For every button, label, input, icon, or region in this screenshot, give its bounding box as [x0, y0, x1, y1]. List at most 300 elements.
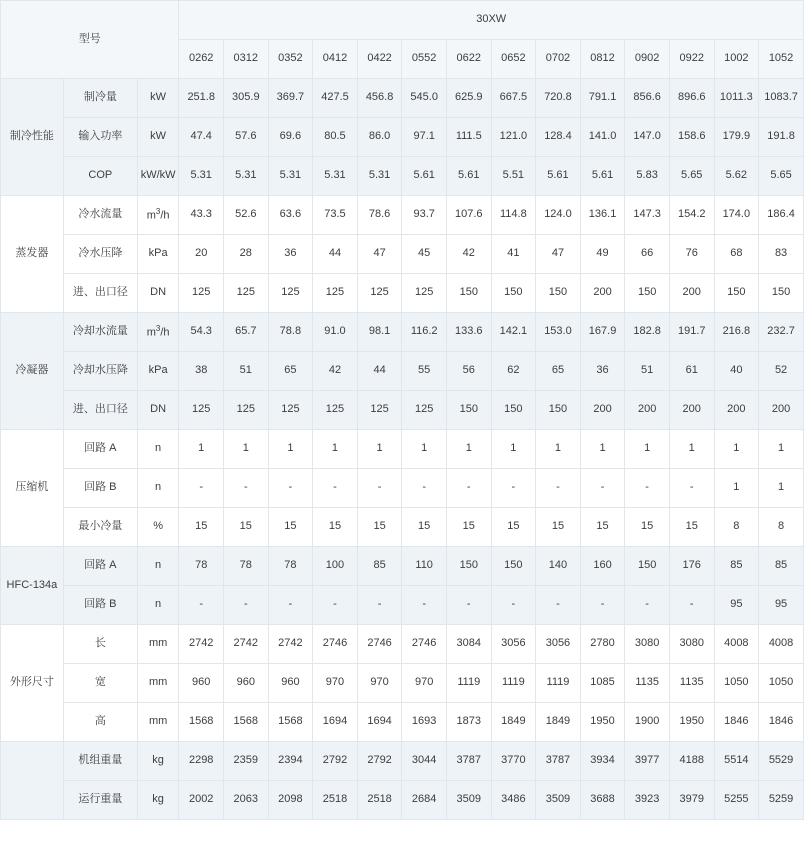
- model-code-header: 0412: [313, 40, 358, 79]
- data-cell: 3977: [625, 742, 670, 781]
- model-code-header: 0622: [446, 40, 491, 79]
- data-cell: -: [268, 469, 313, 508]
- data-cell: 41: [491, 235, 536, 274]
- data-cell: 28: [224, 235, 269, 274]
- data-cell: 2684: [402, 781, 447, 820]
- data-cell: -: [179, 469, 224, 508]
- data-cell: 125: [313, 391, 358, 430]
- model-code-header: 0352: [268, 40, 313, 79]
- data-cell: -: [357, 469, 402, 508]
- data-cell: 5.65: [759, 157, 804, 196]
- table-row: [1, 391, 804, 430]
- unit-label: mm: [137, 625, 179, 664]
- data-cell: 5.31: [313, 157, 358, 196]
- data-cell: 140: [536, 547, 581, 586]
- model-code-header: 0422: [357, 40, 402, 79]
- data-cell: 1900: [625, 703, 670, 742]
- data-cell: 20: [179, 235, 224, 274]
- data-cell: 5.65: [669, 157, 714, 196]
- data-cell: 1: [224, 430, 269, 469]
- data-cell: 5.31: [224, 157, 269, 196]
- data-cell: 111.5: [446, 118, 491, 157]
- data-cell: -: [179, 586, 224, 625]
- data-cell: 142.1: [491, 313, 536, 352]
- data-cell: 3787: [536, 742, 581, 781]
- data-cell: 36: [580, 352, 625, 391]
- unit-label: %: [137, 508, 179, 547]
- data-cell: 1950: [580, 703, 625, 742]
- data-cell: 625.9: [446, 79, 491, 118]
- data-cell: 200: [759, 391, 804, 430]
- data-cell: 1846: [759, 703, 804, 742]
- data-cell: 150: [536, 274, 581, 313]
- row-group-label: 冷凝器: [1, 313, 64, 430]
- data-cell: 78: [224, 547, 269, 586]
- data-cell: 5529: [759, 742, 804, 781]
- unit-label: n: [137, 430, 179, 469]
- data-cell: -: [580, 586, 625, 625]
- data-cell: 147.3: [625, 196, 670, 235]
- data-cell: 150: [536, 391, 581, 430]
- data-cell: 116.2: [402, 313, 447, 352]
- data-cell: -: [313, 586, 358, 625]
- data-cell: 960: [268, 664, 313, 703]
- data-cell: 158.6: [669, 118, 714, 157]
- model-label: 型号: [1, 1, 179, 79]
- table-row: [1, 703, 804, 742]
- data-cell: 427.5: [313, 79, 358, 118]
- series-label: 30XW: [179, 1, 804, 40]
- data-cell: 66: [625, 235, 670, 274]
- data-cell: 8: [759, 508, 804, 547]
- data-cell: 150: [491, 547, 536, 586]
- data-cell: 153.0: [536, 313, 581, 352]
- data-cell: 1: [491, 430, 536, 469]
- data-cell: 47.4: [179, 118, 224, 157]
- data-cell: 970: [357, 664, 402, 703]
- data-cell: 369.7: [268, 79, 313, 118]
- data-cell: -: [357, 586, 402, 625]
- data-cell: 5259: [759, 781, 804, 820]
- data-cell: 5.61: [536, 157, 581, 196]
- data-cell: 76: [669, 235, 714, 274]
- data-cell: 200: [714, 391, 759, 430]
- data-cell: 141.0: [580, 118, 625, 157]
- data-cell: 200: [580, 274, 625, 313]
- data-cell: 305.9: [224, 79, 269, 118]
- data-cell: 5.61: [402, 157, 447, 196]
- data-cell: 150: [714, 274, 759, 313]
- data-cell: 85: [357, 547, 402, 586]
- data-cell: 232.7: [759, 313, 804, 352]
- data-cell: -: [625, 586, 670, 625]
- data-cell: 100: [313, 547, 358, 586]
- unit-label: kPa: [137, 235, 179, 274]
- data-cell: 1011.3: [714, 79, 759, 118]
- data-cell: -: [625, 469, 670, 508]
- data-cell: 174.0: [714, 196, 759, 235]
- data-cell: 44: [313, 235, 358, 274]
- table-row: [1, 79, 804, 118]
- data-cell: 43.3: [179, 196, 224, 235]
- data-cell: 15: [446, 508, 491, 547]
- data-cell: 1: [536, 430, 581, 469]
- data-cell: 3509: [536, 781, 581, 820]
- unit-label: n: [137, 547, 179, 586]
- data-cell: 2746: [402, 625, 447, 664]
- parameter-label: 冷水压降: [63, 235, 137, 274]
- data-cell: 78.8: [268, 313, 313, 352]
- data-cell: 176: [669, 547, 714, 586]
- data-cell: -: [224, 469, 269, 508]
- parameter-label: 冷水流量: [63, 196, 137, 235]
- data-cell: 856.6: [625, 79, 670, 118]
- data-cell: 136.1: [580, 196, 625, 235]
- data-cell: 456.8: [357, 79, 402, 118]
- table-row: [1, 586, 804, 625]
- data-cell: 86.0: [357, 118, 402, 157]
- parameter-label: 回路 A: [63, 547, 137, 586]
- data-cell: -: [491, 586, 536, 625]
- data-cell: 1: [313, 430, 358, 469]
- data-cell: 2792: [357, 742, 402, 781]
- unit-label: DN: [137, 391, 179, 430]
- data-cell: 200: [669, 274, 714, 313]
- data-cell: 1568: [268, 703, 313, 742]
- data-cell: 93.7: [402, 196, 447, 235]
- parameter-label: 回路 B: [63, 469, 137, 508]
- data-cell: 4008: [714, 625, 759, 664]
- row-group-label: 外形尺寸: [1, 625, 64, 742]
- data-cell: -: [491, 469, 536, 508]
- data-cell: 15: [357, 508, 402, 547]
- data-cell: 1: [759, 469, 804, 508]
- data-cell: 2746: [357, 625, 402, 664]
- data-cell: 1083.7: [759, 79, 804, 118]
- parameter-label: 最小冷量: [63, 508, 137, 547]
- data-cell: -: [446, 586, 491, 625]
- parameter-label: 回路 B: [63, 586, 137, 625]
- data-cell: 150: [491, 391, 536, 430]
- table-row: [1, 508, 804, 547]
- data-cell: 2359: [224, 742, 269, 781]
- table-row: [1, 196, 804, 235]
- data-cell: 2742: [268, 625, 313, 664]
- data-cell: -: [402, 469, 447, 508]
- data-cell: 125: [179, 391, 224, 430]
- data-cell: 3509: [446, 781, 491, 820]
- data-cell: 65.7: [224, 313, 269, 352]
- table-row: [1, 742, 804, 781]
- data-cell: 970: [313, 664, 358, 703]
- data-cell: 124.0: [536, 196, 581, 235]
- data-cell: 15: [402, 508, 447, 547]
- table-header: [1, 1, 804, 79]
- data-cell: 97.1: [402, 118, 447, 157]
- data-cell: 2742: [179, 625, 224, 664]
- table-row: [1, 118, 804, 157]
- data-cell: 8: [714, 508, 759, 547]
- table-row: [1, 235, 804, 274]
- data-cell: 147.0: [625, 118, 670, 157]
- data-cell: 1694: [313, 703, 358, 742]
- data-cell: 49: [580, 235, 625, 274]
- data-cell: 1846: [714, 703, 759, 742]
- data-cell: 15: [224, 508, 269, 547]
- data-cell: 2298: [179, 742, 224, 781]
- table-row: [1, 781, 804, 820]
- data-cell: 5255: [714, 781, 759, 820]
- data-cell: 85: [759, 547, 804, 586]
- data-cell: 3044: [402, 742, 447, 781]
- data-cell: 1119: [491, 664, 536, 703]
- data-cell: 2063: [224, 781, 269, 820]
- data-cell: 125: [224, 274, 269, 313]
- data-cell: -: [580, 469, 625, 508]
- parameter-label: 高: [63, 703, 137, 742]
- data-cell: 1568: [179, 703, 224, 742]
- data-cell: 5.61: [580, 157, 625, 196]
- unit-label: kW: [137, 79, 179, 118]
- table-row: [1, 664, 804, 703]
- data-cell: 51: [625, 352, 670, 391]
- unit-label: n: [137, 469, 179, 508]
- data-cell: 2792: [313, 742, 358, 781]
- table-row: [1, 274, 804, 313]
- unit-label: kg: [137, 742, 179, 781]
- data-cell: 15: [268, 508, 313, 547]
- model-code-header: 0922: [669, 40, 714, 79]
- data-cell: 5.31: [179, 157, 224, 196]
- data-cell: 107.6: [446, 196, 491, 235]
- data-cell: 125: [179, 274, 224, 313]
- data-cell: 150: [446, 274, 491, 313]
- data-cell: 125: [268, 274, 313, 313]
- data-cell: 1849: [491, 703, 536, 742]
- data-cell: 1: [580, 430, 625, 469]
- data-cell: 667.5: [491, 79, 536, 118]
- data-cell: 191.7: [669, 313, 714, 352]
- data-cell: 1849: [536, 703, 581, 742]
- data-cell: 57.6: [224, 118, 269, 157]
- data-cell: 15: [491, 508, 536, 547]
- data-cell: 3688: [580, 781, 625, 820]
- data-cell: 160: [580, 547, 625, 586]
- table-body: [1, 79, 804, 820]
- data-cell: 200: [669, 391, 714, 430]
- data-cell: 200: [580, 391, 625, 430]
- data-cell: 791.1: [580, 79, 625, 118]
- model-code-header: 0312: [224, 40, 269, 79]
- data-cell: 179.9: [714, 118, 759, 157]
- row-group-label: 蒸发器: [1, 196, 64, 313]
- data-cell: 1135: [625, 664, 670, 703]
- model-code-header: 0902: [625, 40, 670, 79]
- data-cell: 896.6: [669, 79, 714, 118]
- data-cell: 40: [714, 352, 759, 391]
- data-cell: 154.2: [669, 196, 714, 235]
- data-cell: 1: [759, 430, 804, 469]
- data-cell: 125: [402, 391, 447, 430]
- data-cell: 4008: [759, 625, 804, 664]
- data-cell: 78: [179, 547, 224, 586]
- data-cell: -: [669, 469, 714, 508]
- data-cell: 2746: [313, 625, 358, 664]
- unit-label: mm: [137, 703, 179, 742]
- table-row: [1, 547, 804, 586]
- model-code-header: 0552: [402, 40, 447, 79]
- data-cell: 1119: [536, 664, 581, 703]
- data-cell: 4188: [669, 742, 714, 781]
- data-cell: 125: [357, 391, 402, 430]
- data-cell: 42: [446, 235, 491, 274]
- data-cell: 960: [224, 664, 269, 703]
- data-cell: -: [536, 469, 581, 508]
- data-cell: 2098: [268, 781, 313, 820]
- data-cell: 150: [491, 274, 536, 313]
- data-cell: 47: [357, 235, 402, 274]
- data-cell: 52: [759, 352, 804, 391]
- model-code-header: 0652: [491, 40, 536, 79]
- data-cell: 15: [313, 508, 358, 547]
- data-cell: 1950: [669, 703, 714, 742]
- data-cell: 186.4: [759, 196, 804, 235]
- data-cell: 44: [357, 352, 402, 391]
- data-cell: 51: [224, 352, 269, 391]
- data-cell: 2780: [580, 625, 625, 664]
- data-cell: 150: [625, 547, 670, 586]
- data-cell: 125: [357, 274, 402, 313]
- data-cell: 95: [759, 586, 804, 625]
- data-cell: 36: [268, 235, 313, 274]
- data-cell: 3787: [446, 742, 491, 781]
- unit-label: kg: [137, 781, 179, 820]
- data-cell: 3056: [491, 625, 536, 664]
- data-cell: 3934: [580, 742, 625, 781]
- data-cell: 182.8: [625, 313, 670, 352]
- data-cell: 114.8: [491, 196, 536, 235]
- unit-label: DN: [137, 274, 179, 313]
- data-cell: 1050: [714, 664, 759, 703]
- data-cell: 56: [446, 352, 491, 391]
- data-cell: 960: [179, 664, 224, 703]
- data-cell: 42: [313, 352, 358, 391]
- data-cell: 200: [625, 391, 670, 430]
- data-cell: 1: [714, 469, 759, 508]
- data-cell: 15: [179, 508, 224, 547]
- data-cell: 1873: [446, 703, 491, 742]
- unit-label: mm: [137, 664, 179, 703]
- data-cell: 78.6: [357, 196, 402, 235]
- data-cell: 62: [491, 352, 536, 391]
- data-cell: 1694: [357, 703, 402, 742]
- unit-label: kPa: [137, 352, 179, 391]
- data-cell: -: [446, 469, 491, 508]
- parameter-label: 回路 A: [63, 430, 137, 469]
- data-cell: 73.5: [313, 196, 358, 235]
- data-cell: 95: [714, 586, 759, 625]
- row-group-label: 制冷性能: [1, 79, 64, 196]
- data-cell: 2518: [357, 781, 402, 820]
- data-cell: 45: [402, 235, 447, 274]
- table-row: [1, 625, 804, 664]
- data-cell: 1: [357, 430, 402, 469]
- data-cell: 68: [714, 235, 759, 274]
- data-cell: 1: [669, 430, 714, 469]
- data-cell: 2394: [268, 742, 313, 781]
- data-cell: 1135: [669, 664, 714, 703]
- data-cell: 3923: [625, 781, 670, 820]
- data-cell: 80.5: [313, 118, 358, 157]
- data-cell: 3486: [491, 781, 536, 820]
- data-cell: 150: [446, 391, 491, 430]
- parameter-label: 冷却水压降: [63, 352, 137, 391]
- data-cell: 125: [268, 391, 313, 430]
- data-cell: 3080: [625, 625, 670, 664]
- data-cell: 216.8: [714, 313, 759, 352]
- data-cell: 91.0: [313, 313, 358, 352]
- data-cell: 2002: [179, 781, 224, 820]
- data-cell: -: [669, 586, 714, 625]
- data-cell: 15: [669, 508, 714, 547]
- parameter-label: 机组重量: [63, 742, 137, 781]
- model-code-header: 0812: [580, 40, 625, 79]
- header-row-model: [1, 1, 804, 40]
- data-cell: 5.83: [625, 157, 670, 196]
- data-cell: 2518: [313, 781, 358, 820]
- row-group-label: [1, 742, 64, 820]
- parameter-label: 长: [63, 625, 137, 664]
- unit-label: kW/kW: [137, 157, 179, 196]
- data-cell: 54.3: [179, 313, 224, 352]
- data-cell: 83: [759, 235, 804, 274]
- table-row: [1, 313, 804, 352]
- data-cell: 98.1: [357, 313, 402, 352]
- data-cell: 5.31: [357, 157, 402, 196]
- data-cell: 128.4: [536, 118, 581, 157]
- row-group-label: 压缩机: [1, 430, 64, 547]
- data-cell: -: [313, 469, 358, 508]
- data-cell: 65: [268, 352, 313, 391]
- data-cell: 5.61: [446, 157, 491, 196]
- data-cell: 121.0: [491, 118, 536, 157]
- data-cell: 3080: [669, 625, 714, 664]
- data-cell: 1: [268, 430, 313, 469]
- data-cell: 545.0: [402, 79, 447, 118]
- parameter-label: 运行重量: [63, 781, 137, 820]
- data-cell: 720.8: [536, 79, 581, 118]
- data-cell: 1: [625, 430, 670, 469]
- data-cell: -: [536, 586, 581, 625]
- data-cell: 15: [625, 508, 670, 547]
- data-cell: 5.51: [491, 157, 536, 196]
- unit-label: $m^3/h$: [137, 313, 179, 352]
- data-cell: 3084: [446, 625, 491, 664]
- data-cell: 47: [536, 235, 581, 274]
- data-cell: 63.6: [268, 196, 313, 235]
- data-cell: -: [402, 586, 447, 625]
- parameter-label: 进、出口径: [63, 274, 137, 313]
- unit-label: $m^3/h$: [137, 196, 179, 235]
- data-cell: 125: [224, 391, 269, 430]
- model-code-header: 0702: [536, 40, 581, 79]
- parameter-label: 进、出口径: [63, 391, 137, 430]
- data-cell: 191.8: [759, 118, 804, 157]
- data-cell: 1: [402, 430, 447, 469]
- data-cell: 1119: [446, 664, 491, 703]
- data-cell: 69.6: [268, 118, 313, 157]
- data-cell: 150: [446, 547, 491, 586]
